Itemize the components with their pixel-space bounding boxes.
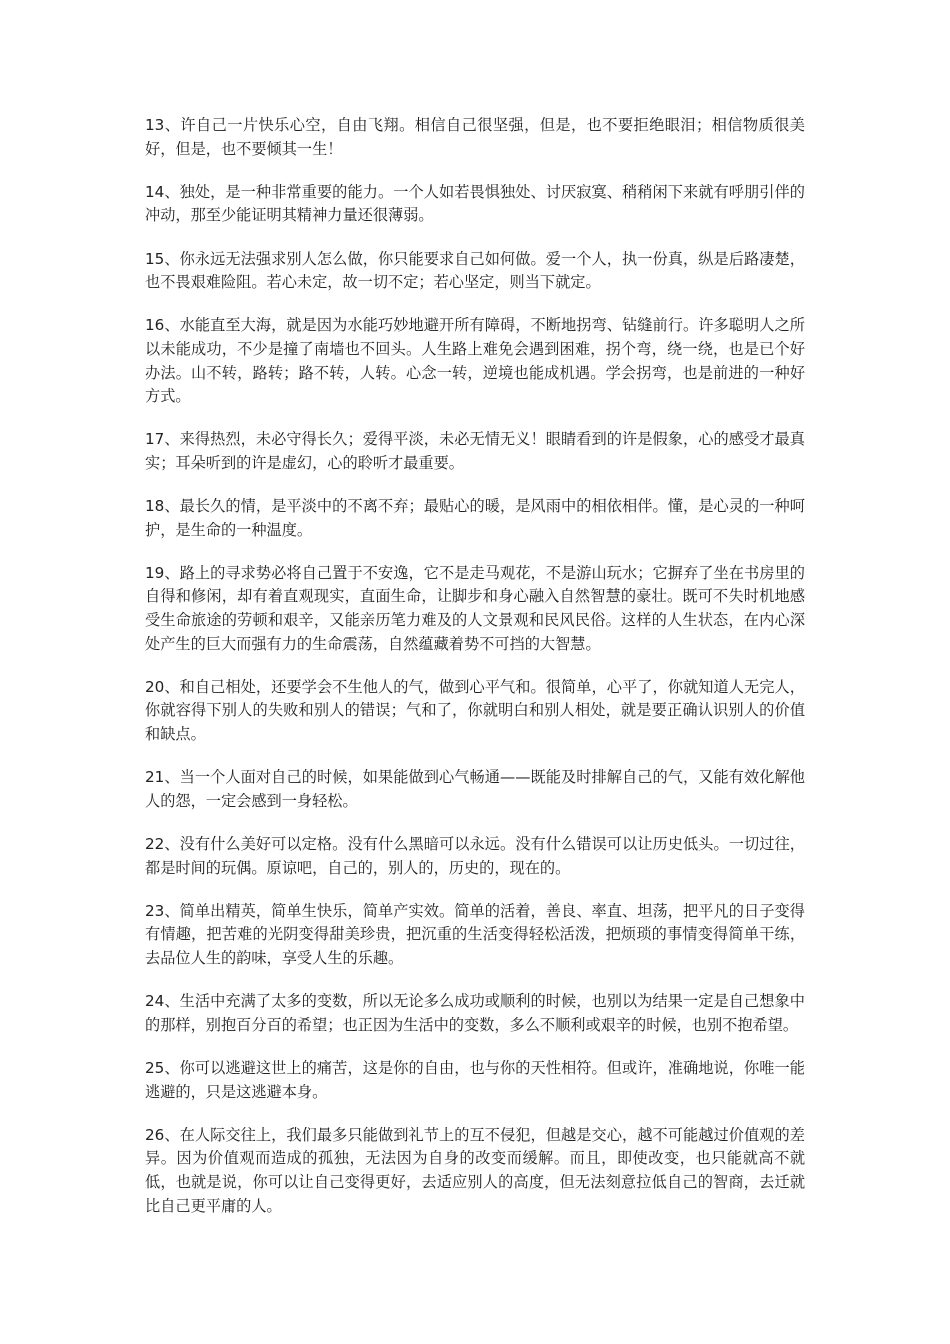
paragraph-24: 24、生活中充满了太多的变数，所以无论多么成功或顺利的时候，也别以为结果一定是自己想象中的那样，别抱百分百的希望；也正因为生活中的变数，多么不顺利或艰辛的时候，也别不抱希望。 — [145, 992, 805, 1034]
paragraph-17: 17、来得热烈，未必守得长久；爱得平淡，未必无情无义！眼睛看到的许是假象，心的感受才最真实；耳朵听到的许是虚幻，心的聆听才最重要。 — [145, 430, 805, 472]
paragraph-21: 21、当一个人面对自己的时候，如果能做到心气畅通——既能及时排解自己的气，又能有效化解他人的怨，一定会感到一身轻松。 — [145, 768, 805, 810]
paragraph-22: 22、没有什么美好可以定格。没有什么黑暗可以永远。没有什么错误可以让历史低头。一切过往，都是时间的玩偶。原谅吧，自己的，别人的，历史的，现在的。 — [145, 835, 805, 877]
paragraph-13: 13、许自己一片快乐心空，自由飞翔。相信自己很坚强，但是，也不要拒绝眼泪；相信物质很美好，但是，也不要倾其一生！ — [145, 116, 805, 158]
paragraph-18: 18、最长久的情，是平淡中的不离不弃；最贴心的暖，是风雨中的相依相伴。懂，是心灵的一种呵护，是生命的一种温度。 — [145, 497, 805, 539]
paragraph-25: 25、你可以逃避这世上的痛苦，这是你的自由，也与你的天性相符。但或许，准确地说，你唯一能逃避的，只是这逃避本身。 — [145, 1058, 805, 1101]
paragraph-23: 23、简单出精英，简单生快乐，简单产实效。简单的活着，善良、率直、坦荡，把平凡的日子变得有情趣，把苦难的光阴变得甜美珍贵，把沉重的生活变得轻松活泼，把烦琐的事情变得简单干练，去品位人生的韵味，享受人生的乐趣。 — [145, 901, 805, 967]
paragraph-19: 19、路上的寻求势必将自己置于不安逸，它不是走马观花，不是游山玩水；它摒弃了坐在书房里的自得和修闲，却有着直观现实，直面生命，让脚步和身心融入自然智慧的豪壮。既可不失时机地感受生命旅途的劳顿和艰辛，又能亲历笔力难及的人文景观和民风民俗。这样的人生状态，在内心深处产生的巨大而强有力的生命震荡，自然蕴藏着势不可挡的大智慧。 — [145, 563, 805, 653]
paragraph-14: 14、独处，是一种非常重要的能力。一个人如若畏惧独处、讨厌寂寞、稍稍闲下来就有呼朋引伴的冲动，那至少能证明其精神力量还很薄弱。 — [145, 182, 805, 225]
paragraph-16: 16、水能直至大海，就是因为水能巧妙地避开所有障碍，不断地拐弯、钻缝前行。许多聪明人之所以未能成功，不少是撞了南墙也不回头。人生路上难免会遇到困难，拐个弯，绕一绕，也是已个好办法。山不转，路转；路不转，人转。心念一转，逆境也能成机遇。学会拐弯，也是前进的一种好方式。 — [145, 316, 805, 406]
paragraph-26: 26、在人际交往上，我们最多只能做到礼节上的互不侵犯，但越是交心，越不可能越过价值观的差异。因为价值观而造成的孤独，无法因为自身的改变而缓解。而且，即使改变，也只能就高不就低，也就是说，你可以让自己变得更好，去适应别人的高度，但无法刻意拉低自己的智商，去迁就比自己更平庸的人。 — [145, 1125, 805, 1215]
paragraph-20: 20、和自己相处，还要学会不生他人的气，做到心平气和。很简单，心平了，你就知道人无完人，你就容得下别人的失败和别人的错误；气和了，你就明白和别人相处，就是要正确认识别人的价值和缺点。 — [145, 677, 805, 744]
paragraph-15: 15、你永远无法强求别人怎么做，你只能要求自己如何做。爱一个人，执一份真，纵是后路凄楚，也不畏艰难险阻。若心未定，故一切不定；若心坚定，则当下就定。 — [145, 249, 805, 292]
document-body — [145, 114, 805, 1238]
